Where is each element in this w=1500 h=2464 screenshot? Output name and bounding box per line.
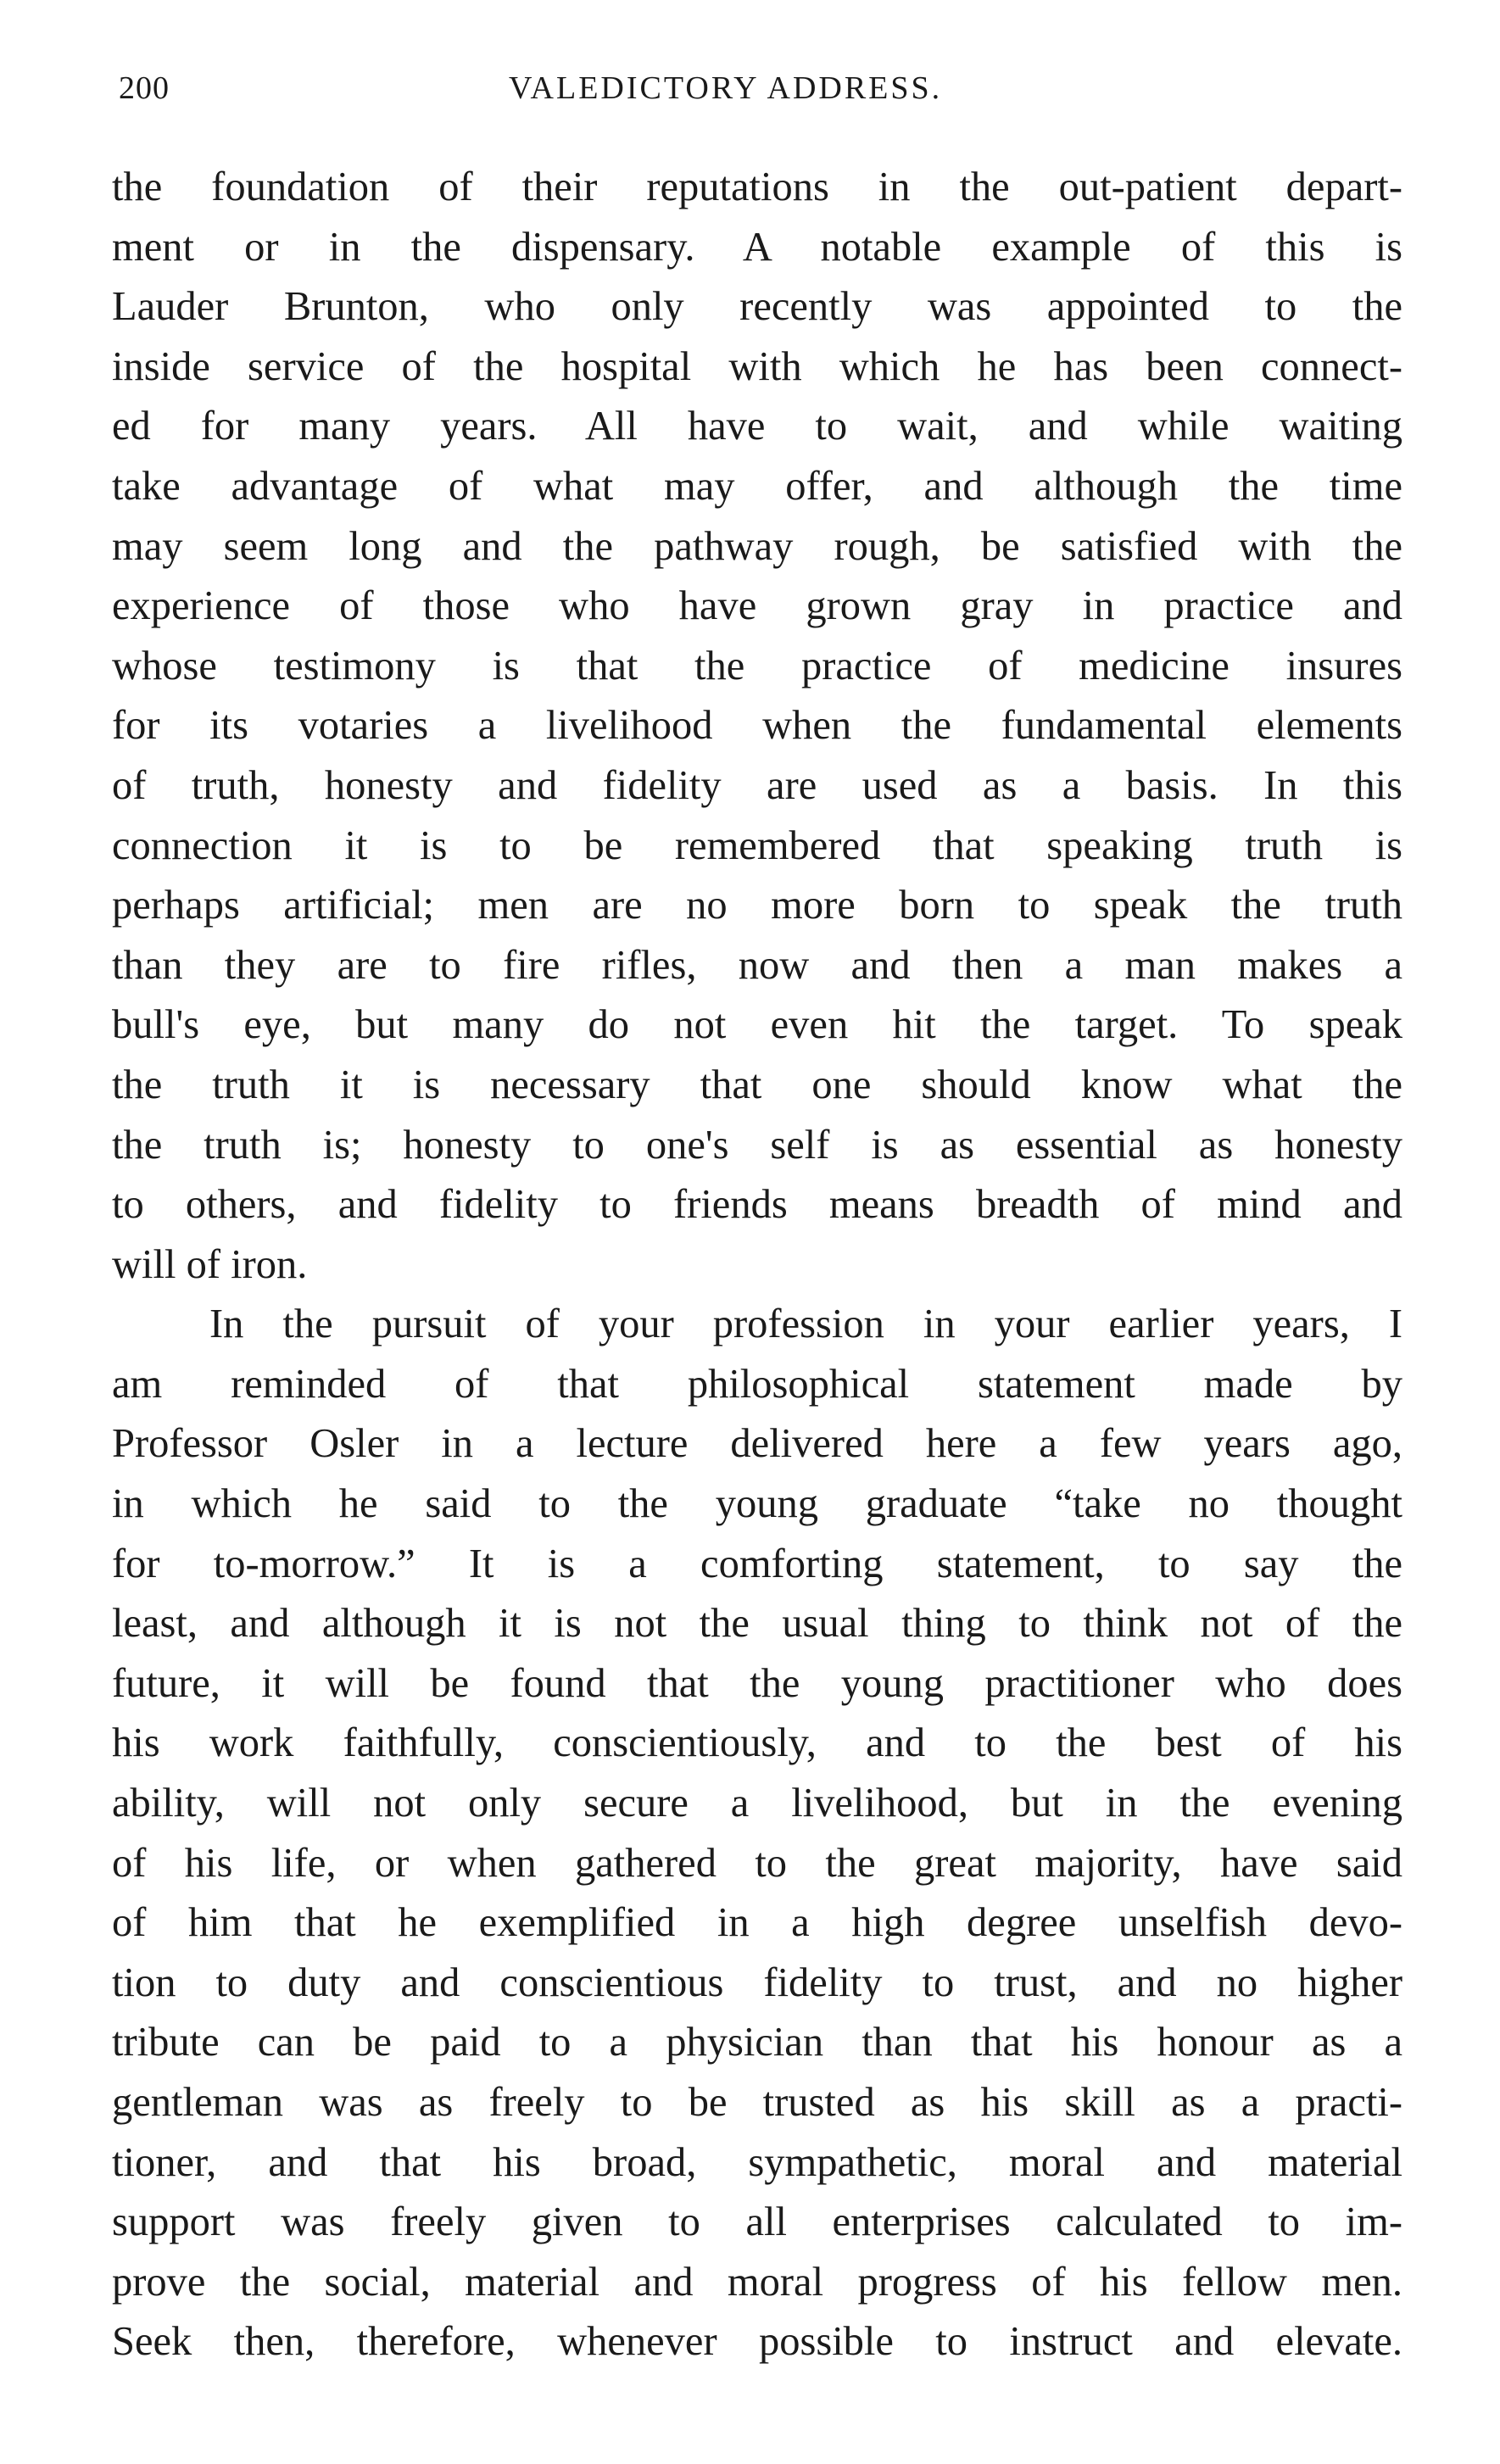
text-line: of his life, or when gathered to the great majority, have said bbox=[112, 1840, 1402, 1886]
text-line: his work faithfully, conscientiously, and to the best of his bbox=[112, 1720, 1402, 1766]
text-line: support was freely given to all enterprises calculated to im- bbox=[112, 2199, 1402, 2245]
text-line: ment or in the dispensary. A notable example of this is bbox=[112, 224, 1402, 270]
text-line: inside service of the hospital with which he has been connect- bbox=[112, 343, 1402, 389]
text-line: am reminded of that philosophical statement made by bbox=[112, 1361, 1402, 1407]
text-line: Lauder Brunton, who only recently was appointed to the bbox=[112, 284, 1402, 330]
text-line: tion to duty and conscientious fidelity to trust, and no higher bbox=[112, 1959, 1402, 2005]
text-line: Seek then, therefore, whenever possible to instruct and elevate. bbox=[112, 2319, 1402, 2365]
text-line: prove the social, material and moral progress of his fellow men. bbox=[112, 2259, 1402, 2305]
text-line: ed for many years. All have to wait, and while waiting bbox=[112, 404, 1402, 449]
text-line: in which he said to the young graduate “take no thought bbox=[112, 1481, 1402, 1527]
body-text bbox=[112, 158, 1402, 2372]
text-line: perhaps artificial; men are no more born to speak the truth bbox=[112, 883, 1402, 928]
paragraph-1 bbox=[112, 158, 1402, 1295]
text-line: for to-morrow.” It is a comforting statement, to say the bbox=[112, 1541, 1402, 1586]
text-line: to others, and fidelity to friends means breadth of mind and bbox=[112, 1182, 1402, 1228]
text-line: experience of those who have grown gray in practice and bbox=[112, 583, 1402, 629]
text-line: tribute can be paid to a physician than that his honour as a bbox=[112, 2020, 1402, 2065]
text-line: connection it is to be remembered that speaking truth is bbox=[112, 822, 1402, 868]
text-line: will of iron. bbox=[112, 1241, 308, 1287]
text-line: the truth it is necessary that one should know what the bbox=[112, 1062, 1402, 1107]
text-line: bull's eye, but many do not even hit the target. To speak bbox=[112, 1002, 1402, 1048]
text-line: ability, will not only secure a livelihood, but in the evening bbox=[112, 1781, 1402, 1826]
text-line: gentleman was as freely to be trusted as his skill as a practi- bbox=[112, 2080, 1402, 2125]
text-line: least, and although it is not the usual thing to think not of the bbox=[112, 1601, 1402, 1647]
text-line: tioner, and that his broad, sympathetic, moral and material bbox=[112, 2139, 1402, 2185]
text-line: Professor Osler in a lecture delivered here a few years ago, bbox=[112, 1421, 1402, 1467]
text-line: the truth is; honesty to one's self is as essential as honesty bbox=[112, 1122, 1402, 1168]
text-line: than they are to fire rifles, now and then a man makes a bbox=[112, 942, 1402, 988]
text-line: In the pursuit of your profession in your earlier years, I bbox=[209, 1302, 1402, 1347]
paragraph-2 bbox=[112, 1295, 1402, 2372]
text-line: may seem long and the pathway rough, be satisfied with the bbox=[112, 523, 1402, 569]
running-title: VALEDICTORY ADDRESS. bbox=[509, 70, 943, 106]
text-line: for its votaries a livelihood when the fundamental elements bbox=[112, 703, 1402, 749]
running-head bbox=[119, 70, 1391, 120]
text-line: of him that he exemplified in a high degree unselfish devo- bbox=[112, 1900, 1402, 1946]
page-number: 200 bbox=[119, 70, 170, 106]
text-line: the foundation of their reputations in the out-patient depart- bbox=[112, 164, 1402, 209]
text-line: take advantage of what may offer, and although the time bbox=[112, 463, 1402, 509]
text-line: future, it will be found that the young practitioner who does bbox=[112, 1660, 1402, 1706]
text-line: whose testimony is that the practice of medicine insures bbox=[112, 643, 1402, 688]
text-line: of truth, honesty and fidelity are used as a basis. In this bbox=[112, 762, 1402, 808]
